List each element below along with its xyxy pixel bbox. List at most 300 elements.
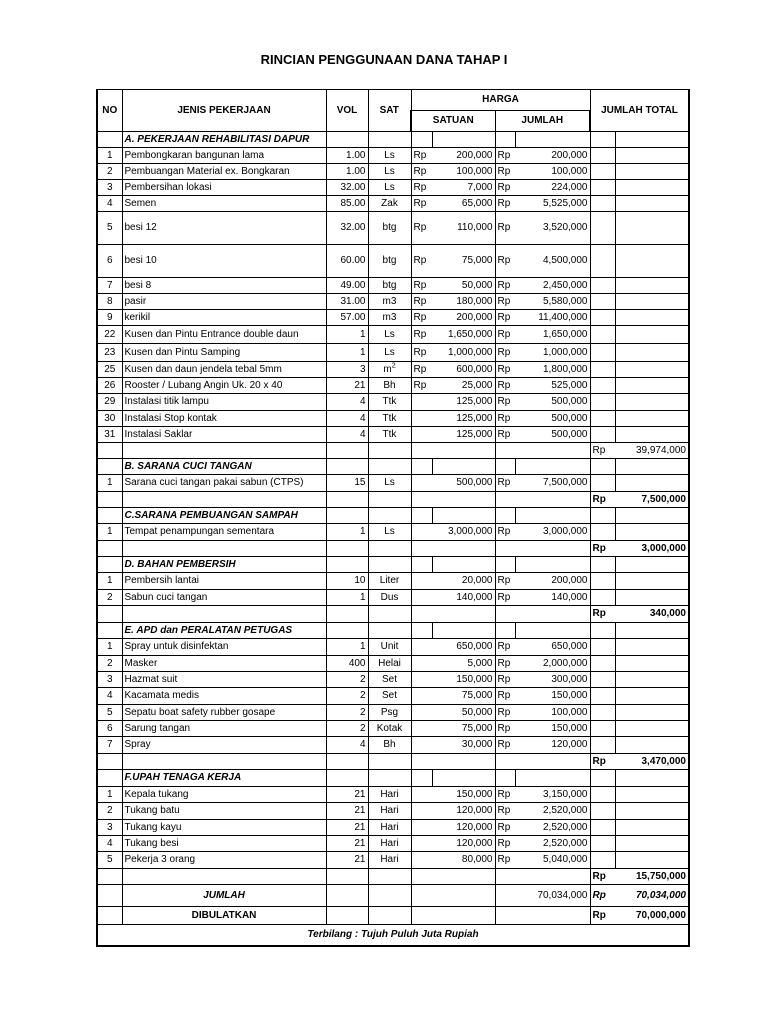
item-unit-text: Ls bbox=[384, 328, 395, 340]
item-unit-text: Helai bbox=[378, 657, 401, 669]
amount: 1,000,000 bbox=[515, 344, 590, 362]
amount: 7,500,000 bbox=[515, 475, 590, 492]
price-currency bbox=[411, 688, 432, 705]
empty-cell bbox=[326, 623, 368, 639]
table-row bbox=[97, 362, 689, 378]
amount: 224,000 bbox=[515, 180, 590, 196]
table-row bbox=[97, 326, 689, 344]
price-currency: Rp bbox=[411, 344, 432, 362]
amount: 3,000,000 bbox=[515, 524, 590, 541]
item-unit bbox=[368, 180, 411, 196]
item-description: Pembersih lantai bbox=[122, 573, 326, 590]
empty-cell bbox=[590, 705, 615, 721]
empty-cell bbox=[590, 278, 615, 294]
empty-cell bbox=[368, 557, 411, 573]
item-unit-text: Ttk bbox=[382, 428, 397, 440]
subtotal-row bbox=[97, 606, 689, 623]
table-row bbox=[97, 737, 689, 754]
item-description: Kusen dan Pintu Entrance double daun bbox=[122, 326, 326, 344]
rounded-total-row bbox=[97, 907, 689, 925]
item-no: 7 bbox=[97, 278, 122, 294]
item-unit-text: Dus bbox=[380, 591, 399, 603]
item-unit bbox=[368, 737, 411, 754]
item-description: besi 10 bbox=[122, 245, 326, 278]
subtotal-value: 39,974,000 bbox=[615, 443, 689, 459]
unit-price: 180,000 bbox=[432, 294, 495, 310]
subtotal-row bbox=[97, 492, 689, 508]
table-row bbox=[97, 212, 689, 245]
item-unit bbox=[368, 278, 411, 294]
header-jenis-pekerjaan: JENIS PEKERJAAN bbox=[122, 90, 326, 132]
header-vol: VOL bbox=[326, 90, 368, 132]
empty-cell bbox=[615, 148, 689, 164]
table-row bbox=[97, 196, 689, 212]
amount: 1,800,000 bbox=[515, 362, 590, 378]
amount: 500,000 bbox=[515, 427, 590, 443]
item-no: 5 bbox=[97, 212, 122, 245]
amount: 100,000 bbox=[515, 164, 590, 180]
empty-cell bbox=[515, 459, 590, 475]
item-unit-text: Ls bbox=[384, 165, 395, 177]
empty-cell bbox=[411, 492, 432, 508]
section-title: C.SARANA PEMBUANGAN SAMPAH bbox=[122, 508, 326, 524]
item-unit bbox=[368, 196, 411, 212]
empty-cell bbox=[368, 869, 411, 885]
empty-cell bbox=[368, 770, 411, 787]
item-description: Kusen dan Pintu Samping bbox=[122, 344, 326, 362]
empty-cell bbox=[97, 541, 122, 557]
item-unit bbox=[368, 344, 411, 362]
empty-cell bbox=[615, 180, 689, 196]
amount-currency: Rp bbox=[495, 378, 515, 394]
amount-currency: Rp bbox=[495, 721, 515, 737]
item-description: Tempat penampungan sementara bbox=[122, 524, 326, 541]
grand-total-amount: 70,034,000 bbox=[495, 885, 590, 907]
empty-cell bbox=[615, 705, 689, 721]
item-description: Tukang kayu bbox=[122, 820, 326, 836]
item-description: besi 8 bbox=[122, 278, 326, 294]
empty-cell bbox=[515, 606, 590, 623]
price-currency bbox=[411, 672, 432, 688]
item-unit-superscript: 2 bbox=[391, 362, 396, 370]
price-currency bbox=[411, 820, 432, 836]
item-volume: 4 bbox=[326, 427, 368, 443]
empty-cell bbox=[495, 508, 515, 524]
item-volume: 4 bbox=[326, 394, 368, 411]
amount: 300,000 bbox=[515, 672, 590, 688]
item-unit-text: Ttk bbox=[382, 412, 397, 424]
table-row bbox=[97, 148, 689, 164]
price-currency bbox=[411, 590, 432, 606]
empty-cell bbox=[432, 132, 495, 148]
amount-currency: Rp bbox=[495, 212, 515, 245]
item-no: 1 bbox=[97, 475, 122, 492]
subtotal-currency: Rp bbox=[590, 869, 615, 885]
amount-currency: Rp bbox=[495, 427, 515, 443]
empty-cell bbox=[411, 443, 432, 459]
item-unit-text: Kotak bbox=[376, 722, 403, 734]
price-currency bbox=[411, 737, 432, 754]
empty-cell bbox=[122, 754, 326, 770]
item-unit bbox=[368, 362, 411, 378]
empty-cell bbox=[326, 443, 368, 459]
item-description: Instalasi Stop kontak bbox=[122, 411, 326, 427]
item-no: 23 bbox=[97, 344, 122, 362]
empty-cell bbox=[411, 459, 432, 475]
amount-currency: Rp bbox=[495, 737, 515, 754]
item-no: 22 bbox=[97, 326, 122, 344]
empty-cell bbox=[97, 606, 122, 623]
item-no: 3 bbox=[97, 820, 122, 836]
item-no: 2 bbox=[97, 803, 122, 820]
amount-currency: Rp bbox=[495, 656, 515, 672]
item-no: 9 bbox=[97, 310, 122, 326]
empty-cell bbox=[495, 606, 515, 623]
subtotal-currency: Rp bbox=[590, 606, 615, 623]
amount-currency: Rp bbox=[495, 836, 515, 852]
table-row bbox=[97, 411, 689, 427]
unit-price: 1,650,000 bbox=[432, 326, 495, 344]
amount-currency: Rp bbox=[495, 245, 515, 278]
empty-cell bbox=[615, 362, 689, 378]
item-volume: 85.00 bbox=[326, 196, 368, 212]
empty-cell bbox=[590, 737, 615, 754]
item-volume: 21 bbox=[326, 803, 368, 820]
amount-currency: Rp bbox=[495, 803, 515, 820]
empty-cell bbox=[615, 132, 689, 148]
item-no: 30 bbox=[97, 411, 122, 427]
item-no: 1 bbox=[97, 639, 122, 656]
empty-cell bbox=[326, 557, 368, 573]
empty-cell bbox=[590, 459, 615, 475]
empty-cell bbox=[590, 427, 615, 443]
item-volume: 32.00 bbox=[326, 212, 368, 245]
no-cell bbox=[97, 459, 122, 475]
empty-cell bbox=[97, 885, 122, 907]
empty-cell bbox=[432, 459, 495, 475]
empty-cell bbox=[615, 656, 689, 672]
amount-currency: Rp bbox=[495, 394, 515, 411]
amount: 500,000 bbox=[515, 394, 590, 411]
empty-cell bbox=[495, 754, 515, 770]
empty-cell bbox=[122, 492, 326, 508]
price-currency bbox=[411, 705, 432, 721]
table-row bbox=[97, 245, 689, 278]
amount-currency: Rp bbox=[495, 411, 515, 427]
empty-cell bbox=[122, 606, 326, 623]
item-volume: 10 bbox=[326, 573, 368, 590]
no-cell bbox=[97, 557, 122, 573]
table-row bbox=[97, 705, 689, 721]
section-header-row bbox=[97, 557, 689, 573]
amount: 5,580,000 bbox=[515, 294, 590, 310]
amount-currency: Rp bbox=[495, 344, 515, 362]
empty-cell bbox=[411, 869, 432, 885]
item-no: 6 bbox=[97, 721, 122, 737]
item-volume: 49.00 bbox=[326, 278, 368, 294]
amount-currency: Rp bbox=[495, 196, 515, 212]
header-harga: HARGA bbox=[411, 90, 590, 111]
item-no: 5 bbox=[97, 852, 122, 869]
price-currency: Rp bbox=[411, 294, 432, 310]
empty-cell bbox=[495, 541, 515, 557]
amount-currency: Rp bbox=[495, 688, 515, 705]
amount: 3,150,000 bbox=[515, 787, 590, 803]
item-unit bbox=[368, 148, 411, 164]
amount-currency: Rp bbox=[495, 787, 515, 803]
item-unit bbox=[368, 573, 411, 590]
item-description: Kacamata medis bbox=[122, 688, 326, 705]
empty-cell bbox=[515, 623, 590, 639]
item-unit-text: Ls bbox=[384, 149, 395, 161]
amount-in-words-row bbox=[97, 925, 689, 946]
section-title: F.UPAH TENAGA KERJA bbox=[122, 770, 326, 787]
empty-cell bbox=[590, 524, 615, 541]
unit-price: 75,000 bbox=[432, 245, 495, 278]
amount: 2,450,000 bbox=[515, 278, 590, 294]
grand-total-row bbox=[97, 885, 689, 907]
unit-price: 80,000 bbox=[432, 852, 495, 869]
rounded-total-currency: Rp bbox=[590, 907, 615, 925]
item-unit-text: Bh bbox=[383, 739, 396, 750]
amount-currency: Rp bbox=[495, 164, 515, 180]
item-unit-text: m3 bbox=[382, 311, 397, 323]
empty-cell bbox=[411, 907, 432, 925]
unit-price: 75,000 bbox=[432, 688, 495, 705]
item-volume: 15 bbox=[326, 475, 368, 492]
empty-cell bbox=[97, 443, 122, 459]
unit-price: 120,000 bbox=[432, 836, 495, 852]
item-description: besi 12 bbox=[122, 212, 326, 245]
empty-cell bbox=[326, 885, 368, 907]
item-no: 1 bbox=[97, 573, 122, 590]
item-volume: 21 bbox=[326, 820, 368, 836]
item-description: Instalasi Saklar bbox=[122, 427, 326, 443]
empty-cell bbox=[615, 508, 689, 524]
empty-cell bbox=[615, 278, 689, 294]
budget-table bbox=[96, 89, 690, 947]
table-row bbox=[97, 164, 689, 180]
item-no: 3 bbox=[97, 672, 122, 688]
amount-currency: Rp bbox=[495, 573, 515, 590]
empty-cell bbox=[615, 196, 689, 212]
empty-cell bbox=[515, 770, 590, 787]
empty-cell bbox=[411, 541, 432, 557]
item-unit bbox=[368, 672, 411, 688]
price-currency bbox=[411, 524, 432, 541]
empty-cell bbox=[432, 541, 495, 557]
item-volume: 21 bbox=[326, 378, 368, 394]
empty-cell bbox=[615, 590, 689, 606]
header-jumlah: JUMLAH bbox=[495, 111, 590, 132]
header-satuan: SATUAN bbox=[411, 111, 495, 132]
empty-cell bbox=[615, 836, 689, 852]
empty-cell bbox=[515, 869, 590, 885]
no-cell bbox=[97, 623, 122, 639]
item-unit bbox=[368, 656, 411, 672]
amount-currency: Rp bbox=[495, 590, 515, 606]
item-no: 3 bbox=[97, 180, 122, 196]
empty-cell bbox=[411, 754, 432, 770]
section-header-row bbox=[97, 623, 689, 639]
empty-cell bbox=[590, 132, 615, 148]
unit-price: 3,000,000 bbox=[432, 524, 495, 541]
amount: 4,500,000 bbox=[515, 245, 590, 278]
amount-currency: Rp bbox=[495, 475, 515, 492]
price-currency: Rp bbox=[411, 196, 432, 212]
empty-cell bbox=[368, 907, 411, 925]
item-no: 1 bbox=[97, 787, 122, 803]
empty-cell bbox=[590, 656, 615, 672]
item-description: Sarung tangan bbox=[122, 721, 326, 737]
unit-price: 500,000 bbox=[432, 475, 495, 492]
subtotal-value: 340,000 bbox=[615, 606, 689, 623]
item-unit bbox=[368, 326, 411, 344]
table-row bbox=[97, 836, 689, 852]
empty-cell bbox=[615, 852, 689, 869]
item-volume: 4 bbox=[326, 411, 368, 427]
unit-price: 65,000 bbox=[432, 196, 495, 212]
empty-cell bbox=[615, 623, 689, 639]
empty-cell bbox=[615, 688, 689, 705]
price-currency bbox=[411, 411, 432, 427]
table-row bbox=[97, 394, 689, 411]
section-header-row bbox=[97, 770, 689, 787]
item-unit bbox=[368, 294, 411, 310]
unit-price: 200,000 bbox=[432, 148, 495, 164]
table-row bbox=[97, 378, 689, 394]
amount: 650,000 bbox=[515, 639, 590, 656]
item-no: 6 bbox=[97, 245, 122, 278]
amount-currency: Rp bbox=[495, 639, 515, 656]
item-unit bbox=[368, 310, 411, 326]
empty-cell bbox=[326, 907, 368, 925]
grand-total-value: 70,034,000 bbox=[615, 885, 689, 907]
empty-cell bbox=[590, 787, 615, 803]
table-row bbox=[97, 475, 689, 492]
subtotal-row bbox=[97, 869, 689, 885]
item-unit-text: Liter bbox=[379, 575, 400, 586]
price-currency bbox=[411, 787, 432, 803]
amount: 200,000 bbox=[515, 148, 590, 164]
empty-cell bbox=[615, 212, 689, 245]
empty-cell bbox=[590, 196, 615, 212]
unit-price: 150,000 bbox=[432, 787, 495, 803]
item-description: Instalasi titik lampu bbox=[122, 394, 326, 411]
subtotal-currency: Rp bbox=[590, 754, 615, 770]
item-unit bbox=[368, 820, 411, 836]
unit-price: 1,000,000 bbox=[432, 344, 495, 362]
empty-cell bbox=[615, 721, 689, 737]
item-volume: 21 bbox=[326, 836, 368, 852]
item-no: 26 bbox=[97, 378, 122, 394]
item-unit bbox=[368, 705, 411, 721]
table-row bbox=[97, 803, 689, 820]
subtotal-currency: Rp bbox=[590, 541, 615, 557]
item-unit-text: btg bbox=[382, 222, 397, 233]
empty-cell bbox=[515, 492, 590, 508]
empty-cell bbox=[590, 623, 615, 639]
unit-price: 100,000 bbox=[432, 164, 495, 180]
empty-cell bbox=[432, 492, 495, 508]
item-volume: 1 bbox=[326, 326, 368, 344]
empty-cell bbox=[97, 907, 122, 925]
rounded-total-label: DIBULATKAN bbox=[122, 907, 326, 925]
empty-cell bbox=[615, 294, 689, 310]
unit-price: 50,000 bbox=[432, 705, 495, 721]
item-unit-text: btg bbox=[382, 255, 397, 266]
header-no: NO bbox=[97, 90, 122, 132]
table-row bbox=[97, 820, 689, 836]
item-volume: 1.00 bbox=[326, 148, 368, 164]
unit-price: 30,000 bbox=[432, 737, 495, 754]
unit-price: 120,000 bbox=[432, 820, 495, 836]
empty-cell bbox=[97, 492, 122, 508]
item-unit bbox=[368, 836, 411, 852]
empty-cell bbox=[590, 245, 615, 278]
empty-cell bbox=[590, 212, 615, 245]
empty-cell bbox=[97, 754, 122, 770]
empty-cell bbox=[590, 180, 615, 196]
empty-cell bbox=[615, 326, 689, 344]
item-unit bbox=[368, 721, 411, 737]
empty-cell bbox=[590, 820, 615, 836]
item-unit bbox=[368, 427, 411, 443]
empty-cell bbox=[495, 770, 515, 787]
item-unit-text: Hari bbox=[380, 788, 399, 800]
amount: 2,520,000 bbox=[515, 820, 590, 836]
amount-currency: Rp bbox=[495, 310, 515, 326]
empty-cell bbox=[615, 378, 689, 394]
price-currency: Rp bbox=[411, 245, 432, 278]
amount: 1,650,000 bbox=[515, 326, 590, 344]
empty-cell bbox=[326, 869, 368, 885]
item-volume: 2 bbox=[326, 688, 368, 705]
section-title: A. PEKERJAAN REHABILITASI DAPUR bbox=[122, 132, 326, 148]
empty-cell bbox=[590, 164, 615, 180]
item-no: 4 bbox=[97, 688, 122, 705]
table-row bbox=[97, 852, 689, 869]
table-row bbox=[97, 672, 689, 688]
amount: 2,000,000 bbox=[515, 656, 590, 672]
item-description: Spray bbox=[122, 737, 326, 754]
empty-cell bbox=[495, 492, 515, 508]
empty-cell bbox=[411, 885, 432, 907]
unit-price: 25,000 bbox=[432, 378, 495, 394]
unit-price: 5,000 bbox=[432, 656, 495, 672]
empty-cell bbox=[122, 443, 326, 459]
empty-cell bbox=[615, 164, 689, 180]
amount: 2,520,000 bbox=[515, 803, 590, 820]
amount-currency: Rp bbox=[495, 524, 515, 541]
item-unit-text: m3 bbox=[382, 295, 397, 307]
item-unit-text: Set bbox=[381, 673, 397, 685]
empty-cell bbox=[590, 344, 615, 362]
empty-cell bbox=[590, 852, 615, 869]
empty-cell bbox=[326, 132, 368, 148]
item-no: 5 bbox=[97, 705, 122, 721]
header-row-1 bbox=[97, 90, 689, 111]
empty-cell bbox=[590, 411, 615, 427]
item-unit-text: Ls bbox=[384, 526, 395, 537]
empty-cell bbox=[326, 541, 368, 557]
item-unit bbox=[368, 639, 411, 656]
empty-cell bbox=[590, 688, 615, 705]
price-currency bbox=[411, 836, 432, 852]
item-unit-text: Hari bbox=[380, 805, 399, 816]
empty-cell bbox=[590, 770, 615, 787]
empty-cell bbox=[590, 310, 615, 326]
